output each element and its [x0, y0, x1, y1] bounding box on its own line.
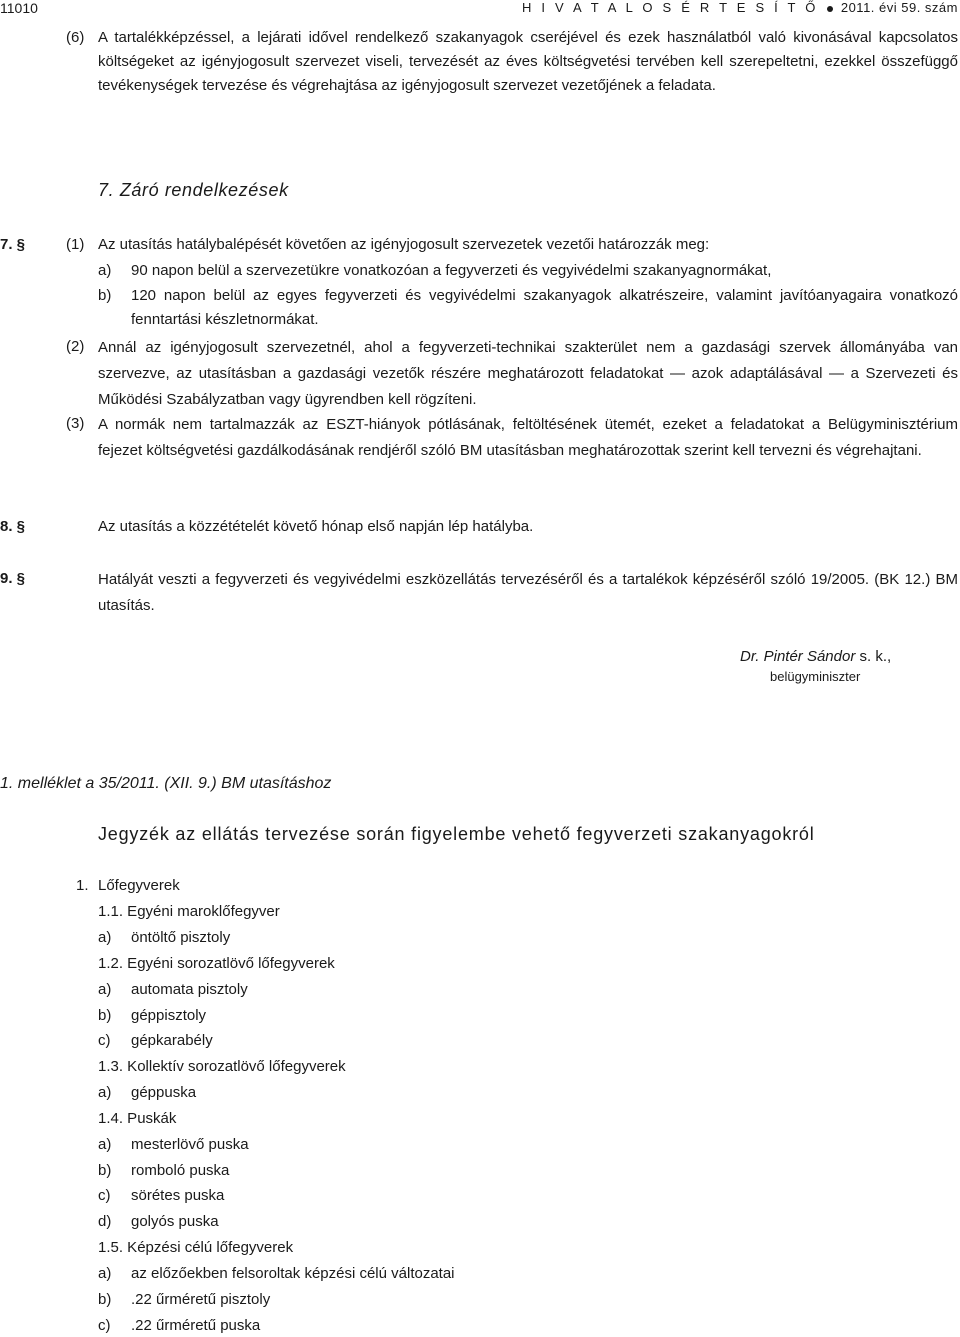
list-item-label: a) [98, 981, 112, 998]
list-item-label: a) [98, 1136, 112, 1153]
paragraph-number: (3) [66, 415, 85, 432]
list-item: romboló puska [131, 1162, 230, 1179]
list-item: .22 űrméretű puska [131, 1317, 261, 1334]
annex-title: Jegyzék az ellátás tervezése során figyelembe vehető fegyverzeti szakanyagokról [98, 824, 815, 844]
list-item: sörétes puska [131, 1187, 225, 1204]
list-item: .22 űrméretű pisztoly [131, 1291, 271, 1308]
list-item: az előzőekben felsoroltak képzési célú változatai [131, 1265, 455, 1282]
bullet-icon [827, 6, 833, 12]
list-item-label: c) [98, 1187, 111, 1204]
signer-title: belügyminiszter [770, 669, 861, 684]
list-item: Lőfegyverek [98, 877, 180, 894]
list-item: golyós puska [131, 1213, 219, 1230]
list-item-label: a) [98, 929, 112, 946]
list-item-label: b) [98, 1162, 112, 1179]
paragraph-text: Hatályát veszti a fegyverzeti és vegyivédelmi eszközellátás tervezéséről és a tartalékok képzéséről szóló 19/2005. (BK 12.) BM utasítás. [98, 571, 958, 614]
signer-name: Dr. Pintér Sándor [740, 648, 856, 665]
section-mark: 9. § [0, 570, 26, 587]
paragraph-number: (2) [66, 338, 85, 355]
annex-reference: 1. melléklet a 35/2011. (XII. 9.) BM utasításhoz [0, 775, 332, 792]
list-item: géppuska [131, 1084, 197, 1101]
paragraph-text: Az utasítás hatálybalépését követően az igényjogosult szervezetek vezetői határozzák meg: [98, 236, 710, 253]
paragraph-number: (6) [66, 29, 85, 46]
list-item: automata pisztoly [131, 981, 248, 998]
issue-number: 2011. évi 59. szám [840, 0, 958, 15]
list-item: 1.5. Képzési célú lőfegyverek [98, 1239, 294, 1256]
page-number: 11010 [0, 0, 38, 16]
journal-name: H I V A T A L O S É R T E S Í T Ő [521, 0, 819, 15]
list-item-label: c) [98, 1317, 111, 1334]
list-item-label: a) [98, 1265, 112, 1282]
section-mark: 7. § [0, 236, 26, 253]
item-text: 90 napon belül a szervezetükre vonatkozóan a fegyverzeti és vegyivédelmi szakanyagnormákat, [131, 262, 772, 279]
paragraph-text: A tartalékképzéssel, a lejárati idővel rendelkező szakanyagok cseréjével és ezek használatból való kivonásával kapcsolatos költségeket az igényjogosult szervezet viseli, tervezését az éves költségvetési tervében kell szerepeltetni, ezekkel összefüggő tevékenységek tervezése és végrehajtása az igényjogosult szervezet vezetőjének a feladata. [98, 29, 958, 94]
item-text: 120 napon belül az egyes fegyverzeti és vegyivédelmi szakanyagok alkatrészeire, valamint javítóanyagaira vonatkozó fenntartási készletnormákat. [131, 287, 958, 328]
section-title: 7. Záró rendelkezések [98, 180, 289, 200]
list-item: öntöltő pisztoly [131, 929, 231, 946]
signer-suffix: s. k., [855, 648, 892, 665]
item-label: a) [98, 262, 112, 279]
list-item-label: b) [98, 1291, 112, 1308]
paragraph-text: Annál az igényjogosult szervezetnél, ahol a fegyverzeti-technikai szakterület nem a gazdasági szervek állományába van szervezve, az utasításban a gazdasági vezetők részére meghatározott feladatokat — azok adaptálásával — a Szervezeti és Működési Szabályzatban vagy ügyrendben kell rögzíteni. [98, 339, 958, 408]
list-item: 1.2. Egyéni sorozatlövő lőfegyverek [98, 955, 335, 972]
list-item: 1.1. Egyéni maroklőfegyver [98, 903, 280, 920]
section-mark: 8. § [0, 518, 26, 535]
list-item: mesterlövő puska [131, 1136, 249, 1153]
list-item: 1.3. Kollektív sorozatlövő lőfegyverek [98, 1058, 346, 1075]
list-item-label: c) [98, 1032, 111, 1049]
list-item-label: a) [98, 1084, 112, 1101]
running-header [522, 0, 958, 15]
list-item-label: 1. [76, 877, 89, 894]
list-item-label: d) [98, 1213, 112, 1230]
list-item: 1.4. Puskák [98, 1110, 177, 1127]
signature-name [740, 645, 891, 669]
item-label: b) [98, 287, 112, 304]
list-item: géppisztoly [131, 1007, 207, 1024]
list-item-label: b) [98, 1007, 112, 1024]
paragraph-text: Az utasítás a közzétételét követő hónap első napján lép hatályba. [98, 518, 534, 535]
list-item: gépkarabély [131, 1032, 213, 1049]
paragraph-text: A normák nem tartalmazzák az ESZT-hiányok pótlásának, feltöltésének ütemét, ezeket a feladatokat a Belügyminisztérium fejezet költségvetési gazdálkodásának rendjéről szóló BM utasításban meghatározottak szerint kell tervezni és végrehajtani. [98, 416, 958, 459]
paragraph-number: (1) [66, 236, 85, 253]
